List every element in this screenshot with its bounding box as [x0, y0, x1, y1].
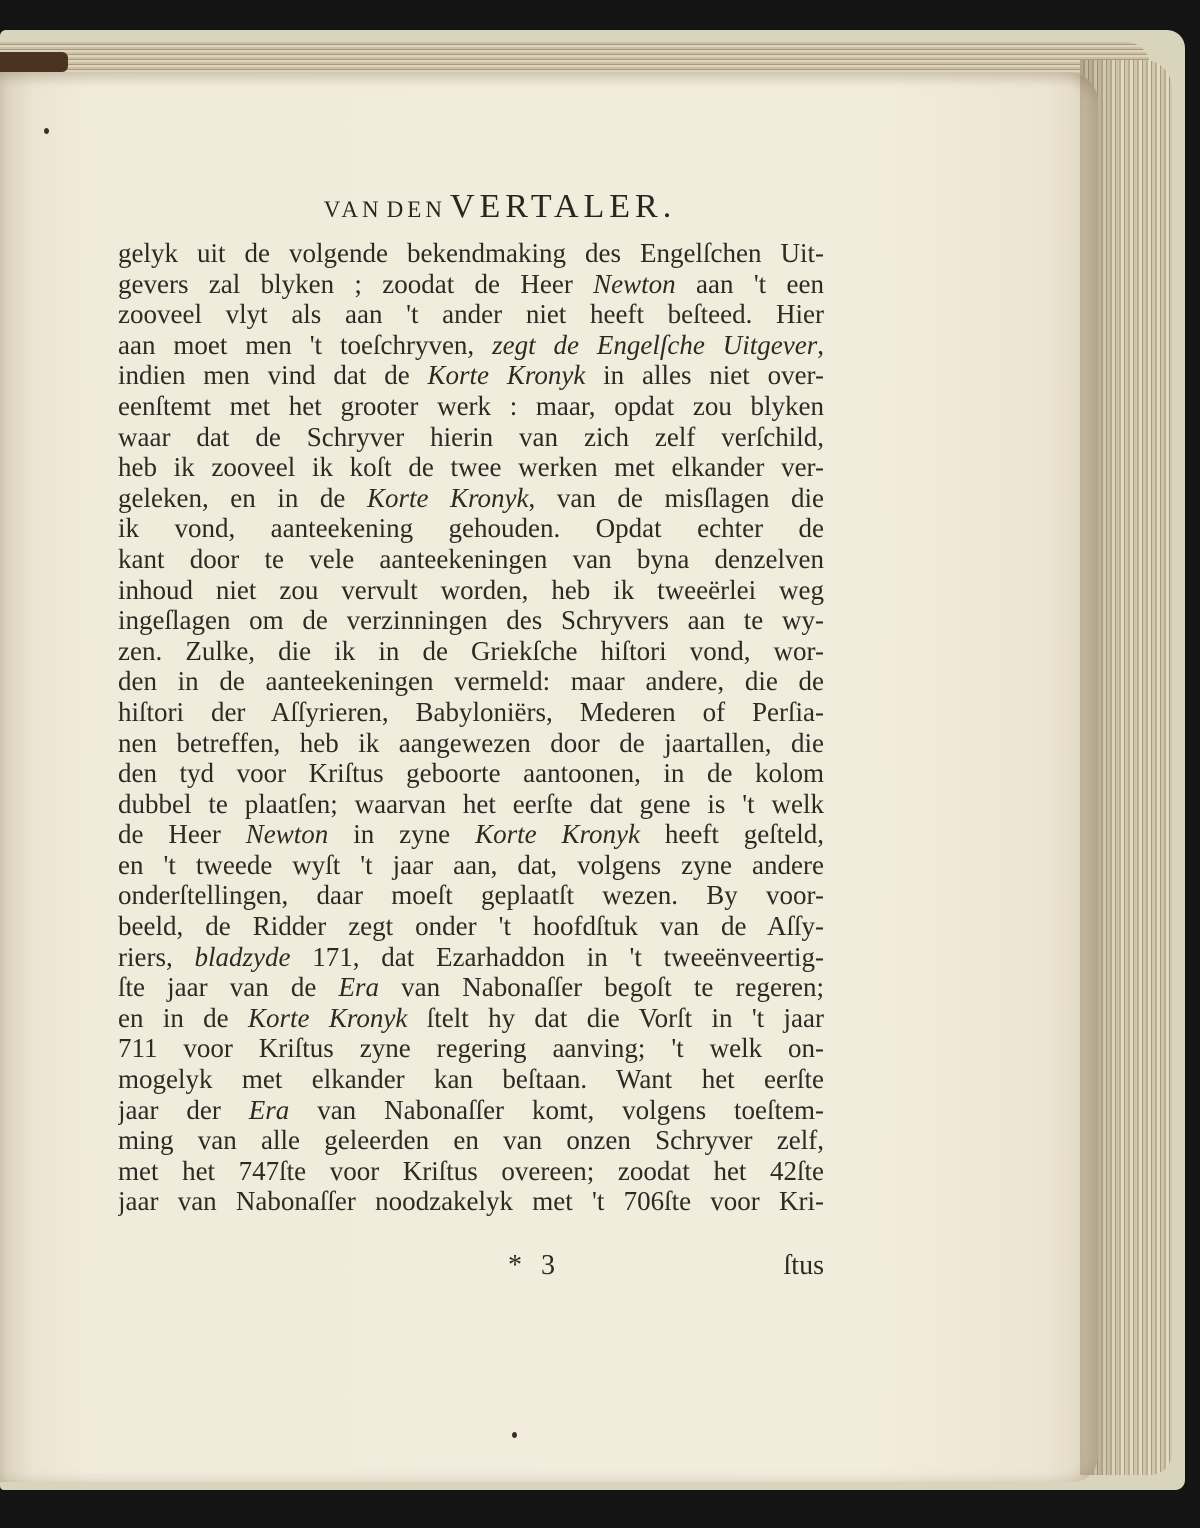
italic-text: Era [338, 972, 379, 1003]
text-line [118, 544, 824, 575]
text-run: onderſtellingen, daar moeſt geplaatſt wezen. By voor- [118, 880, 824, 911]
text-line [118, 636, 824, 667]
text-line [118, 1156, 824, 1187]
text-run: van Nabonaſſer komt, volgens toeſtem- [289, 1094, 824, 1125]
italic-text: Era [248, 1094, 290, 1125]
text-line [118, 728, 824, 759]
text-line [118, 238, 824, 269]
text-run: geleken, en in de [118, 482, 367, 513]
text-line [118, 789, 824, 820]
text-line [118, 1186, 824, 1217]
text-run: beeld, de Ridder zegt onder 't hoofdſtuk van de Aſſy- [118, 911, 824, 942]
italic-text: Newton [245, 819, 329, 850]
text-run: in alles niet over- [585, 360, 824, 391]
text-run: ſtelt hy dat die Vorſt in 't jaar [407, 1002, 824, 1033]
text-run: de Heer [118, 819, 246, 850]
text-line [118, 391, 824, 422]
text-line [118, 758, 824, 789]
text-run: aan 't een [675, 268, 824, 299]
text-run: 171, dat Ezarhaddon in 't tweeënveertig- [290, 941, 824, 972]
text-run: ingeſlagen om de verzinningen des Schryvers aan te wy- [118, 605, 824, 636]
text-run: eenſtemt met het grooter werk : maar, opdat zou blyken [118, 390, 824, 421]
text-run: gelyk uit de volgende bekendmaking des Engelſchen Uit- [118, 238, 824, 268]
text-run: kant door te vele aanteekeningen van byna denzelven [118, 543, 824, 574]
text-line [118, 1095, 824, 1126]
spine-tab [0, 52, 68, 72]
text-line [118, 1064, 824, 1095]
text-line [118, 1003, 824, 1034]
text-run: heb ik zooveel ik koſt de twee werken met elkander ver- [118, 452, 824, 483]
text-line [118, 422, 824, 453]
fore-edge-shadow [1080, 60, 1120, 1475]
text-line [118, 666, 824, 697]
text-run: waar dat de Schryver hierin van zich zelf verſchild, [118, 421, 824, 452]
text-run: van Nabonaſſer begoſt te regeren; [378, 972, 824, 1003]
text-run: aan moet men 't toeſchryven, [118, 329, 493, 360]
text-run: inhoud niet zou vervult worden, heb ik tweeërlei weg [118, 574, 824, 605]
text-run: ming van alle geleerden en van onzen Schryver zelf, [118, 1125, 824, 1156]
text-run: , [817, 329, 824, 360]
italic-text: Korte Kronyk [366, 482, 529, 513]
text-line [118, 330, 824, 361]
text-line [118, 575, 824, 606]
text-line [118, 1033, 824, 1064]
paper-speck [512, 1432, 517, 1438]
text-run: riers, [118, 941, 195, 972]
text-run: indien men vind dat de [118, 360, 428, 391]
text-run: in zyne [328, 819, 476, 850]
text-line [118, 942, 824, 973]
text-line [118, 513, 824, 544]
text-run: jaar der [118, 1094, 249, 1125]
text-run: , van de misſlagen die [528, 482, 824, 513]
text-run: 711 voor Kriſtus zyne regering aanving; 't welk on- [118, 1033, 824, 1064]
text-run: hiſtori der Aſſyrieren, Babyloniërs, Mederen of Perſia- [118, 696, 824, 727]
text-run: zooveel vlyt als aan 't ander niet heeft beſteed. Hier [118, 299, 824, 330]
text-run: den in de aanteekeningen vermeld: maar andere, die de [118, 666, 824, 697]
text-run: zen. Zulke, die ik in de Griekſche hiſtori vond, wor- [118, 635, 824, 666]
text-line [118, 605, 824, 636]
signature-mark: * 3 [508, 1250, 561, 1281]
text-line [118, 819, 824, 850]
text-run: den tyd voor Kriſtus geboorte aantoonen, in de kolom [118, 758, 824, 789]
text-run: en 't tweede wyſt 't jaar aan, dat, volgens zyne andere [118, 849, 824, 880]
paper-speck [44, 128, 49, 134]
italic-text: bladzyde [194, 941, 291, 972]
text-line [118, 697, 824, 728]
running-head [0, 188, 1000, 226]
text-run: ik vond, aanteekening gehouden. Opdat echter de [118, 513, 824, 544]
text-line [118, 360, 824, 391]
running-head-title: VERTALER. [449, 188, 677, 225]
running-head-word: DEN [386, 197, 446, 222]
italic-text: Newton [593, 268, 676, 299]
catchword: ſtus [783, 1250, 824, 1281]
text-run: heeft geſteld, [639, 819, 824, 850]
text-line [118, 880, 824, 911]
text-line [118, 269, 824, 300]
text-run: ſte jaar van de [118, 972, 339, 1003]
text-line [118, 1125, 824, 1156]
body-text [118, 238, 824, 1217]
running-head-word: VAN [323, 197, 383, 222]
text-run: gevers zal blyken ; zoodat de Heer [118, 268, 594, 299]
italic-text: Korte Kronyk [248, 1002, 408, 1033]
italic-text: zegt de Engelſche Uitgever [492, 329, 818, 360]
text-line [118, 911, 824, 942]
text-run: jaar van Nabonaſſer noodzakelyk met 't 706ſte voor Kri- [118, 1186, 824, 1217]
text-line [118, 452, 824, 483]
text-run: nen betreffen, heb ik aangewezen door de jaartallen, die [118, 727, 824, 758]
text-run: met het 747ſte voor Kriſtus overeen; zoodat het 42ſte [118, 1155, 824, 1186]
page-footer [118, 1250, 824, 1282]
italic-text: Korte Kronyk [475, 819, 640, 850]
text-line [118, 299, 824, 330]
text-run: dubbel te plaatſen; waarvan het eerſte dat gene is 't welk [118, 788, 824, 819]
text-line [118, 483, 824, 514]
text-run: en in de [118, 1002, 249, 1033]
text-line [118, 972, 824, 1003]
text-line [118, 850, 824, 881]
text-run: mogelyk met elkander kan beſtaan. Want het eerſte [118, 1064, 824, 1095]
italic-text: Korte Kronyk [427, 360, 586, 391]
